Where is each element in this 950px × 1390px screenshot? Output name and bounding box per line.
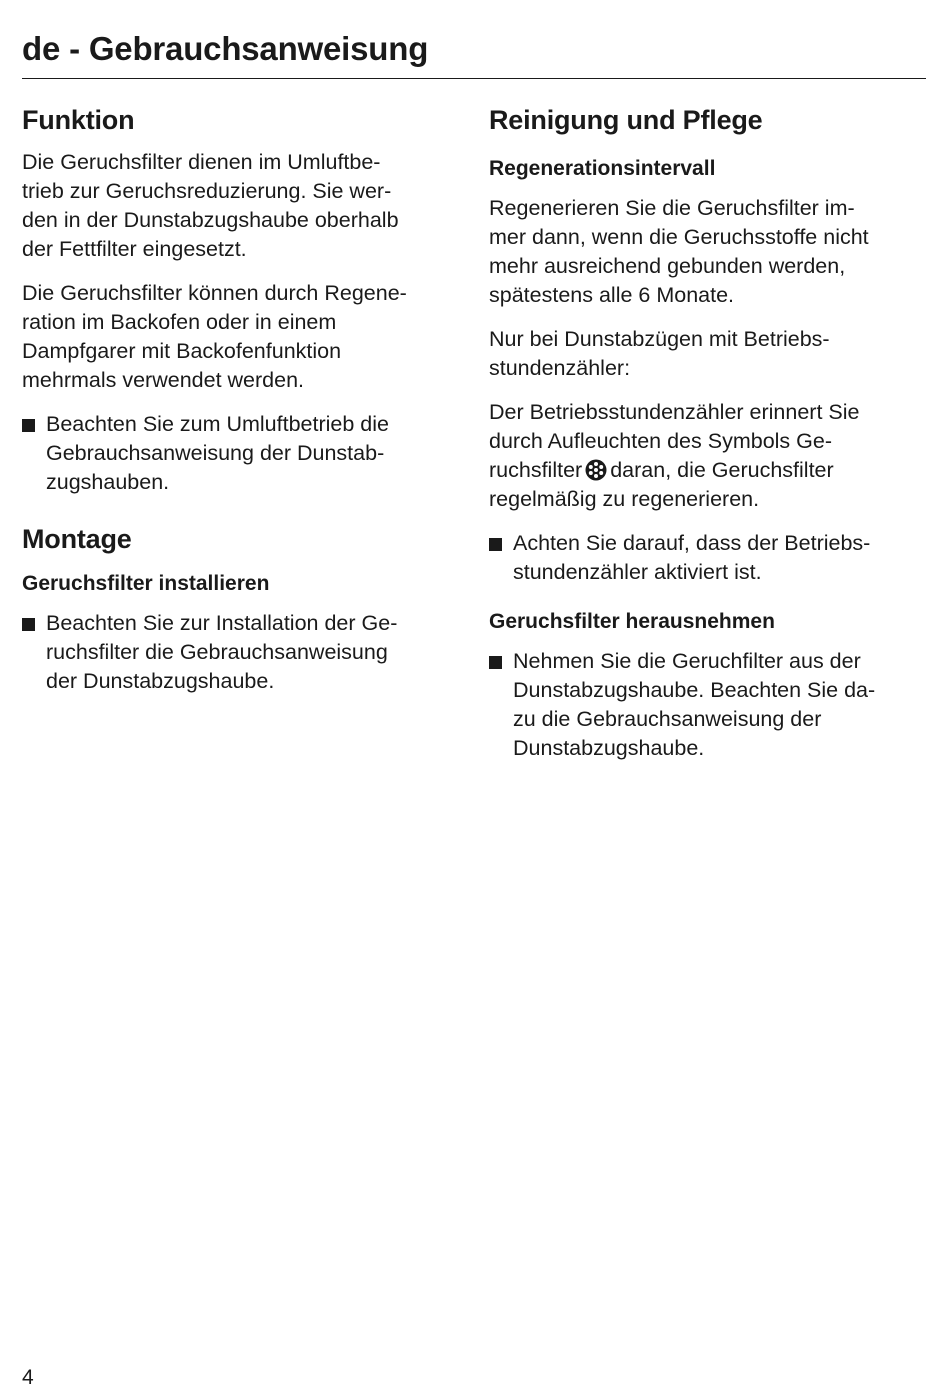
subheading-geruchsfilter-installieren: Geruchsfilter installieren xyxy=(22,572,270,595)
page-title: de - Gebrauchsanweisung xyxy=(22,30,429,67)
right-column xyxy=(489,100,934,763)
square-bullet-icon xyxy=(22,618,35,631)
funktion-bullet-text: Beachten Sie zum Umluftbetrieb die Gebrauchsanweisung der Dunstab- zugshauben. xyxy=(46,412,389,494)
subheading-regenerationsintervall: Regenerationsintervall xyxy=(489,157,716,180)
page-number: 4 xyxy=(22,1366,34,1389)
square-bullet-icon xyxy=(489,538,502,551)
montage-bullet-text: Beachten Sie zur Installation der Ge- ruchsfilter die Gebrauchsanweisung der Dunstabzugshaube. xyxy=(46,611,398,693)
page-header xyxy=(22,28,926,79)
montage-bullet xyxy=(22,609,467,696)
funktion-bullet xyxy=(22,410,467,497)
square-bullet-icon xyxy=(22,419,35,432)
section-heading-reinigung: Reinigung und Pflege xyxy=(489,105,763,135)
left-column xyxy=(22,100,467,696)
reinigung-paragraph-2: Nur bei Dunstabzügen mit Betriebs- stundenzähler: xyxy=(489,327,830,380)
odour-filter-icon xyxy=(585,459,607,481)
reinigung-bullet-1-text: Achten Sie darauf, dass der Betriebs- stundenzähler aktiviert ist. xyxy=(513,531,871,584)
reinigung-paragraph-1: Regenerieren Sie die Geruchsfilter im- mer dann, wenn die Geruchsstoffe nicht mehr ausreichend gebunden werden, spätestens alle 6 Monate. xyxy=(489,196,869,307)
reinigung-bullet-1 xyxy=(489,529,934,587)
funktion-paragraph-1: Die Geruchsfilter dienen im Umluftbe- trieb zur Geruchsreduzierung. Sie wer- den in der Dunstabzugshaube oberhalb der Fettfilter eingesetzt. xyxy=(22,150,399,261)
subheading-geruchsfilter-herausnehmen: Geruchsfilter herausnehmen xyxy=(489,610,775,633)
reinigung-paragraph-3-part1: Der Betriebsstundenzähler erinnert Sie durch Aufleuchten des Symbols Ge- ruchsfilter xyxy=(489,400,860,482)
reinigung-bullet-2-text: Nehmen Sie die Geruchfilter aus der Dunstabzugshaube. Beachten Sie da- zu die Gebrauchsanweisung der Dunstabzugshaube. xyxy=(513,649,876,760)
reinigung-paragraph-3-part2: daran, die Geruchsfilter regelmäßig zu regenerieren. xyxy=(489,458,834,511)
reinigung-bullet-2 xyxy=(489,647,934,763)
square-bullet-icon xyxy=(489,656,502,669)
funktion-paragraph-2: Die Geruchsfilter können durch Regene- ration im Backofen oder in einem Dampfgarer mit Backofenfunktion mehrmals verwendet werden. xyxy=(22,281,407,392)
section-heading-montage: Montage xyxy=(22,524,132,554)
reinigung-paragraph-3 xyxy=(489,398,934,514)
section-heading-funktion: Funktion xyxy=(22,105,135,135)
